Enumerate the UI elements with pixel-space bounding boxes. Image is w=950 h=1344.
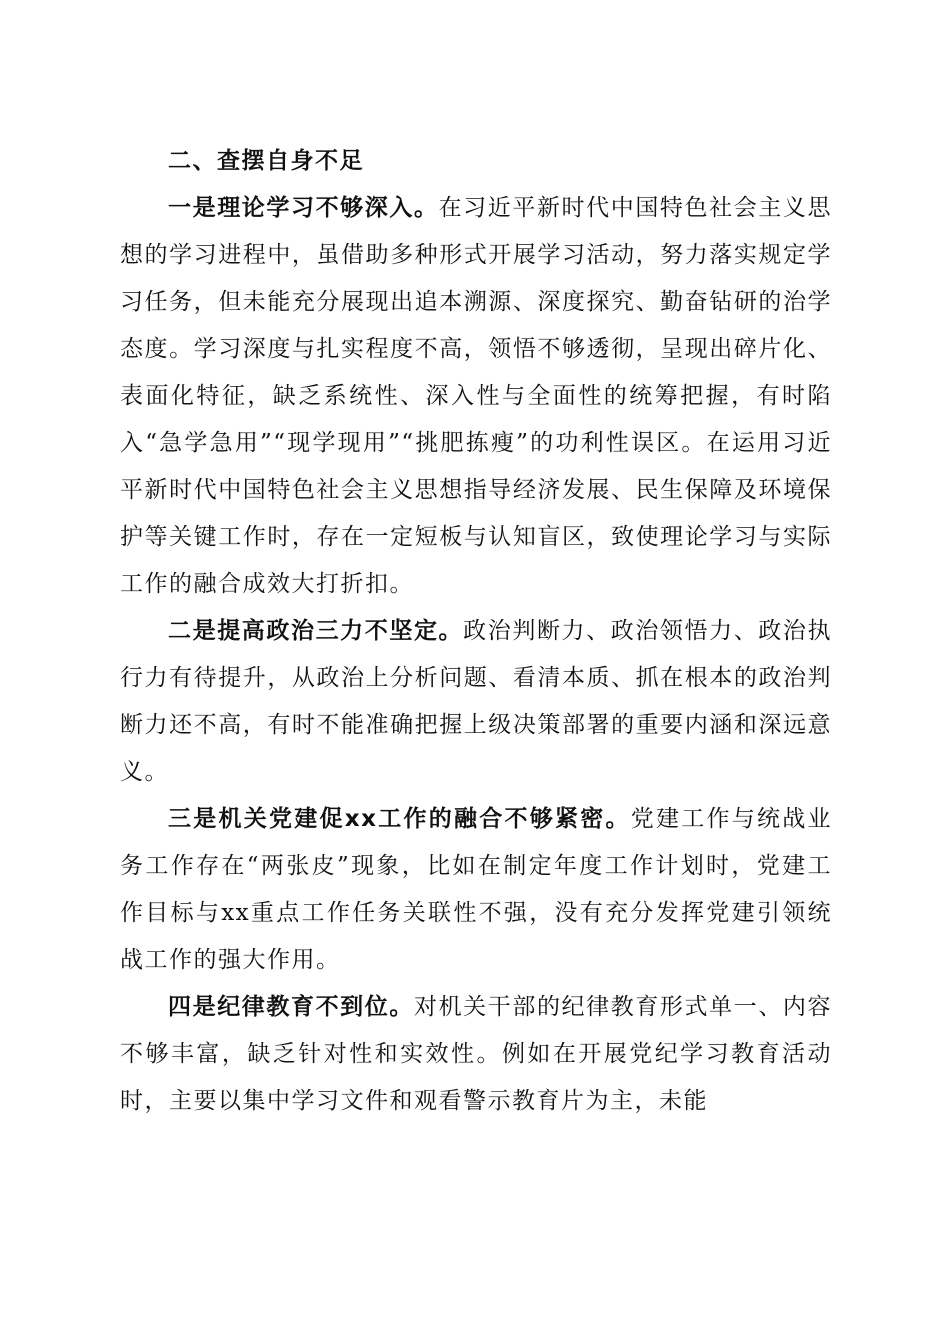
paragraph-lead: 四是纪律教育不到位。 <box>168 994 414 1020</box>
paragraph-text: 对机关干部的纪律教育形式单一、内容不够丰富，缺乏针对性和实效性。例如在开展党纪学习教育活动时，主要以集中学习文件和观看警示教育片为主，未能 <box>120 994 833 1114</box>
section-heading: 二、查摆自身不足 <box>168 148 364 174</box>
paragraph-lead: 一是理论学习不够深入。 <box>168 195 439 221</box>
paragraph-text: 党建工作与统战业务工作存在“两张皮”现象，比如在制定年度工作计划时，党建工作目标与xx重点工作任务关联性不强，没有充分发挥党建引领统战工作的强大作用。 <box>120 806 833 973</box>
paragraph-lead: 三是机关党建促xx工作的融合不够紧密。 <box>168 806 631 832</box>
paragraph-text: 在习近平新时代中国特色社会主义思想的学习进程中，虽借助多种形式开展学习活动，努力落实规定学习任务，但未能充分展现出追本溯源、深度探究、勤奋钻研的治学态度。学习深度与扎实程度不高，领悟不够透彻，呈现出碎片化、表面化特征，缺乏系统性、深入性与全面性的统筹把握，有时陷入“急学急用”“现学现用”“挑肥拣瘦”的功利性误区。在运用习近平新时代中国特色社会主义思想指导经济发展、民生保障及环境保护等关键工作时，存在一定短板与认知盲区，致使理论学习与实际工作的融合成效大打折扣。 <box>120 195 833 597</box>
paragraph-1 <box>120 185 832 608</box>
document-body <box>120 138 832 1125</box>
paragraph-3 <box>120 796 832 984</box>
paragraph-lead: 二是提高政治三力不坚定。 <box>168 618 464 644</box>
paragraph-2 <box>120 608 832 796</box>
paragraph-text: 政治判断力、政治领悟力、政治执行力有待提升，从政治上分析问题、看清本质、抓在根本的政治判断力还不高，有时不能准确把握上级决策部署的重要内涵和深远意义。 <box>120 618 833 785</box>
paragraph-4 <box>120 984 832 1125</box>
